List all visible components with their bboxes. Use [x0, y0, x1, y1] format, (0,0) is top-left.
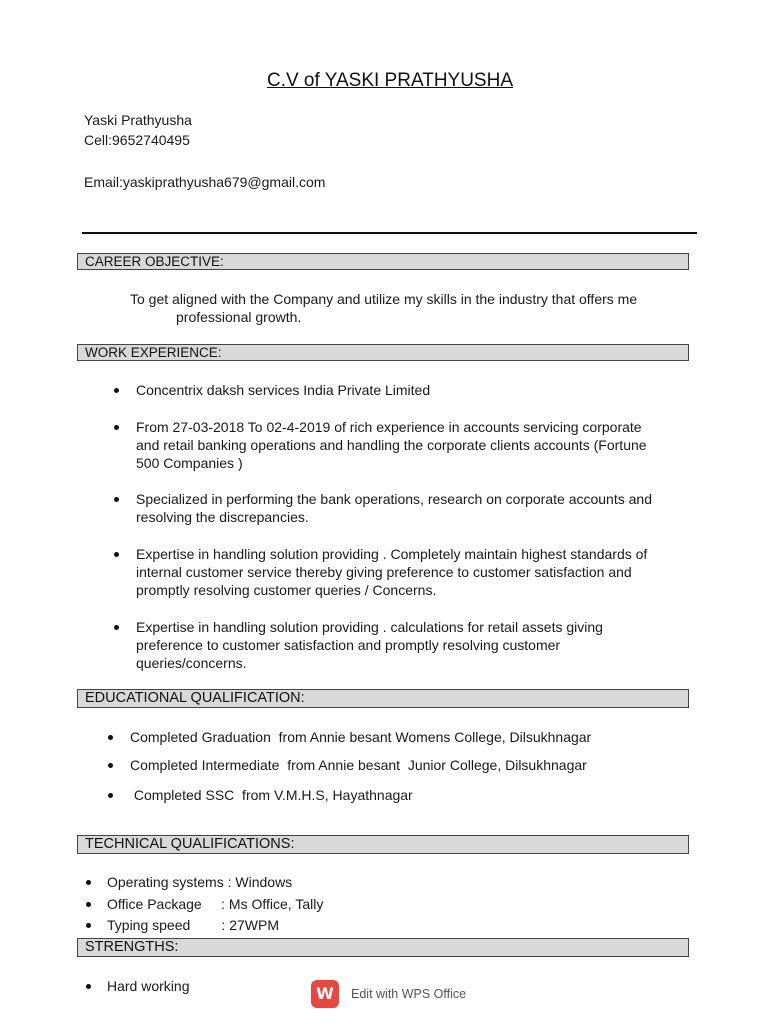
contact-email: Email:yaskiprathyusha679@gmail.com	[84, 174, 326, 190]
bullet-icon	[114, 552, 119, 557]
wps-logo-icon: W	[311, 980, 339, 1008]
cv-title: C.V of YASKI PRATHYUSHA	[266, 70, 514, 91]
bullet-icon	[108, 763, 113, 768]
bullet-icon	[108, 793, 113, 798]
section-career-objective: CAREER OBJECTIVE:	[77, 253, 689, 270]
wps-edit-label: Edit with WPS Office	[351, 987, 467, 1001]
contact-name: Yaski Prathyusha	[84, 112, 192, 128]
contact-cell: Cell:9652740495	[84, 132, 190, 148]
objective-line-1: To get aligned with the Company and utilize my skills in the industry that offers me	[130, 291, 638, 307]
objective-line-2: professional growth.	[176, 309, 302, 325]
wps-edit-link[interactable]	[311, 980, 511, 1010]
bullet-icon	[86, 902, 91, 907]
bullet-icon	[86, 923, 91, 928]
section-strengths: STRENGTHS:	[77, 938, 689, 957]
section-work-experience: WORK EXPERIENCE:	[77, 344, 689, 361]
header-divider	[82, 232, 697, 234]
section-educational-qualification: EDUCATIONAL QUALIFICATION:	[77, 689, 689, 708]
bullet-icon	[114, 497, 119, 502]
bullet-icon	[114, 625, 119, 630]
bullet-icon	[108, 735, 113, 740]
section-technical-qualifications: TECHNICAL QUALIFICATIONS:	[77, 835, 689, 854]
bullet-icon	[86, 880, 91, 885]
bullet-icon	[86, 984, 91, 989]
bullet-icon	[114, 388, 119, 393]
bullet-icon	[114, 425, 119, 430]
